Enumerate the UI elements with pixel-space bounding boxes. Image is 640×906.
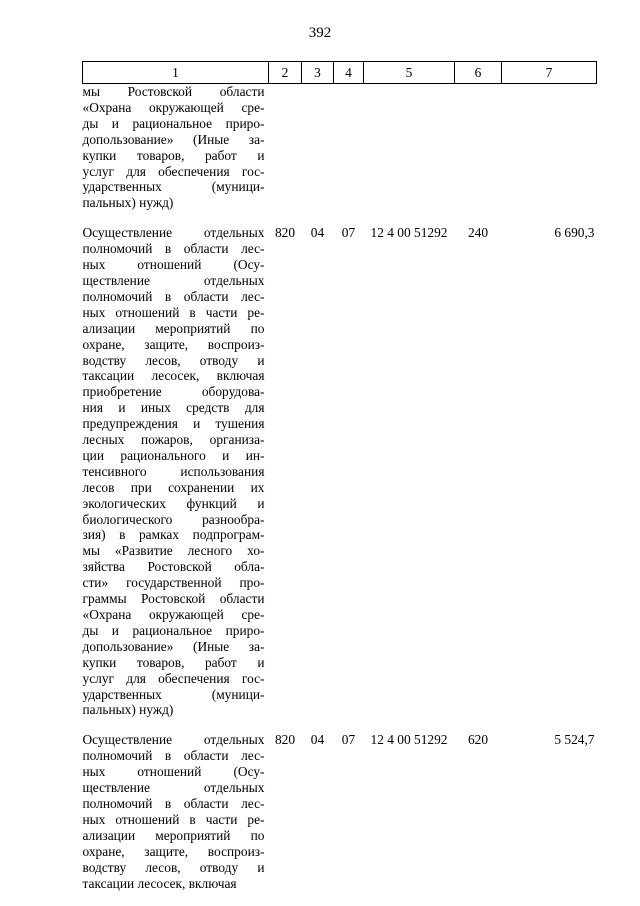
spacer-cell [302,718,334,732]
table-row [83,225,597,718]
row-description [83,84,269,212]
description-line: купки товаров, работ и [82,654,265,670]
header-col-6: 6 [455,62,502,84]
description-line: тенсивного использования [82,463,265,479]
description-line: граммы Ростовской области [82,591,265,607]
description-line: приобретение оборудова- [82,384,265,400]
description-line: предупреждения и тушения [82,416,265,432]
description-line: ализации мероприятий по [82,827,265,843]
cell-subsection: 07 [341,732,356,748]
description-line: мы Ростовской области [82,84,265,99]
description-line: полномочий в области лес- [82,795,265,811]
description-line: водству лесов, отводу и [82,859,265,875]
description-line: ществление отдельных [82,272,265,288]
description-line: полномочий в области лес- [82,241,265,257]
cell-amount: 5 524,7 [554,732,595,748]
description-line: ды и рациональное приро- [82,622,265,638]
description-line: охране, защите, воспроиз- [82,336,265,352]
description-line: ды и рациональное приро- [82,115,265,131]
description-line: «Охрана окружающей сре- [82,99,265,115]
description-line: полномочий в области лес- [82,288,265,304]
cell-section [302,84,334,212]
header-col-7: 7 [502,62,597,84]
cell-expense-type: 620 [467,732,489,748]
spacer-cell [83,211,269,225]
description-line: таксации лесосек, включая [82,368,265,384]
description-line: допользование» (Иные за- [82,638,265,654]
description-line: ных отношений (Осу- [82,257,265,273]
description-line: услуг для обеспечения гос- [82,163,265,179]
table-header [83,62,597,84]
header-col-1: 1 [83,62,269,84]
header-col-5: 5 [364,62,455,84]
table-body [83,84,597,892]
cell-amount: 6 690,3 [554,225,595,241]
cell-target-item: 12 4 00 51292 [370,225,448,241]
description-line: ных отношений (Осу- [82,764,265,780]
spacer-cell [455,211,502,225]
spacer-cell [502,718,597,732]
description-line: ния и иных средств для [82,400,265,416]
description-line: ных отношений в части ре- [82,811,265,827]
cell-expense-type: 240 [467,225,489,241]
header-col-2: 2 [269,62,302,84]
description-line: биологического разнообра- [82,511,265,527]
spacer-cell [364,718,455,732]
description-line: охране, защите, воспроиз- [82,843,265,859]
cell-expense-type [455,84,502,212]
description-line: зяйства Ростовской обла- [82,559,265,575]
spacer-cell [334,211,364,225]
header-col-4: 4 [334,62,364,84]
spacer-cell [334,718,364,732]
row-description [83,732,269,891]
description-line: допользование» (Иные за- [82,131,265,147]
table-row [83,732,597,891]
description-line: сти» государственной про- [82,575,265,591]
description-line: лесных пожаров, организа- [82,432,265,448]
description-line: Осуществление отдельных [82,225,265,241]
spacer-cell [455,718,502,732]
description-line: мы «Развитие лесного хо- [82,543,265,559]
row-spacer [83,718,597,732]
description-line: водству лесов, отводу и [82,352,265,368]
cell-ministry-code: 820 [274,225,296,241]
description-line: пальных) нужд) [82,195,174,211]
cell-ministry-code: 820 [274,732,296,748]
header-col-3: 3 [302,62,334,84]
cell-subsection: 07 [341,225,356,241]
description-line: купки товаров, работ и [82,147,265,163]
description-line: таксации лесосек, включая [82,875,237,891]
cell-subsection [334,84,364,212]
cell-target-item [364,84,455,212]
description-line: Осуществление отдельных [82,732,265,748]
description-line: услуг для обеспечения гос- [82,670,265,686]
spacer-cell [83,718,269,732]
budget-table [82,61,597,891]
spacer-cell [364,211,455,225]
description-line: лесов при сохранении их [82,479,265,495]
description-line: полномочий в области лес- [82,748,265,764]
row-spacer [83,211,597,225]
cell-target-item: 12 4 00 51292 [370,732,448,748]
spacer-cell [269,718,302,732]
description-line: «Охрана окружающей сре- [82,607,265,622]
description-line: пальных) нужд) [82,702,174,718]
cell-amount [502,84,597,212]
description-line: ных отношений в части ре- [82,304,265,320]
description-line: ции рационального и ин- [82,447,265,463]
description-line: экологических функций и [82,495,265,511]
description-line: ществление отдельных [82,780,265,796]
cell-section: 04 [310,225,325,241]
description-line: ударственных (муници- [82,686,265,702]
spacer-cell [269,211,302,225]
description-line: ударственных (муници- [82,179,265,195]
table-row [83,84,597,212]
row-description [83,225,269,718]
description-line: ализации мероприятий по [82,320,265,336]
description-line: зия) в рамках подпрограм- [82,527,265,543]
cell-section: 04 [310,732,325,748]
page-number: 392 [308,25,332,41]
spacer-cell [502,211,597,225]
spacer-cell [302,211,334,225]
cell-ministry-code [269,84,302,212]
